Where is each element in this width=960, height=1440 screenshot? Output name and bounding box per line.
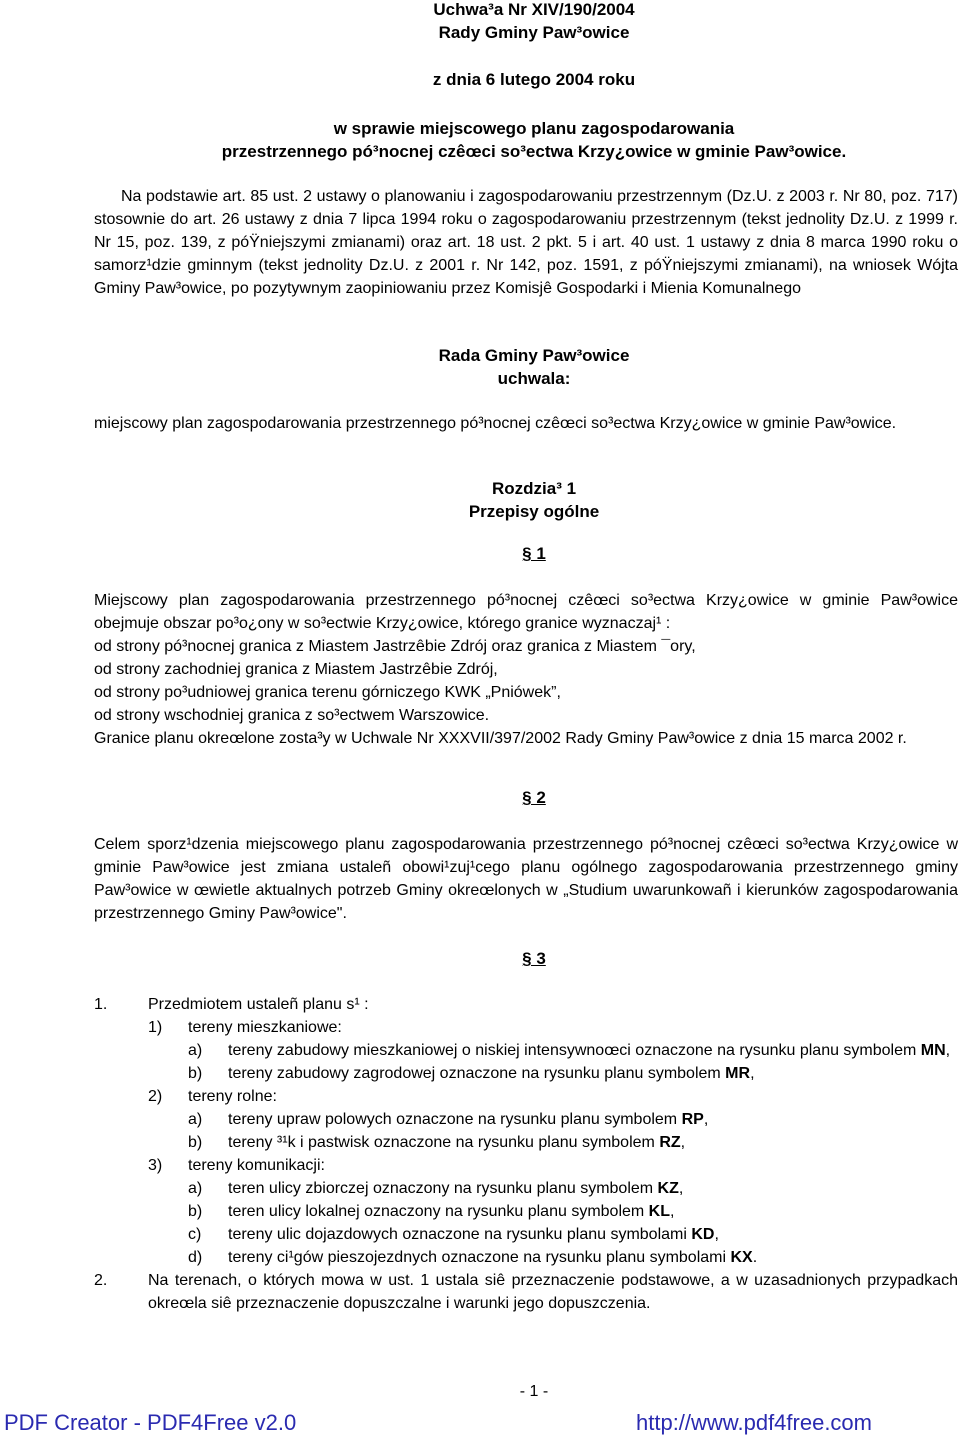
boundary-south: od strony po³udniowej granica terenu górniczego KWK „Pniówek”, [94, 684, 561, 701]
footer-creator-link[interactable]: PDF Creator - PDF4Free v2.0 [4, 1410, 297, 1435]
preamble-text: Na podstawie art. 85 ust. 2 ustawy o planowaniu i zagospodarowaniu przestrzennym (Dz.U. z 2003 r. Nr 80, poz. 717) stosownie do art. 26 ustawy z dnia 7 lipca 1994 roku o zagospodarowaniu przestrzennym (tekst jednolity Dz.U. z 1999 r. Nr 15, poz. 139, z póŸniejszymi zmianami) oraz art. 18 ust. 2 pkt. 5 i art. 40 ust. 1 ustawy z dnia 8 marca 1990 roku o samorz¹dzie gminnym (tekst jednolity Dz.U. z 2001 r. Nr 142, poz. 1591, z póŸniejszymi zmianami), na wniosek Wójta Gminy Paw³owice, po pozytywnym zaopiniowaniu przez Komisjê Gospodarki i Mienia Komunalnego [94, 188, 958, 297]
resolution-subject-line1: w sprawie miejscowego planu zagospodarowania [333, 119, 735, 138]
list-item: b) teren ulicy lokalnej oznaczony na rysunku planu symbolem KL, [188, 1203, 675, 1220]
list-item: 2) tereny rolne: [148, 1088, 277, 1105]
list-item: b) tereny zabudowy zagrodowej oznaczone na rysunku planu symbolem MR, [188, 1065, 755, 1082]
chapter-heading [94, 477, 960, 523]
list-item: d) tereny ci¹gów pieszojezdnych oznaczone na rysunku planu symbolami KX. [188, 1249, 758, 1266]
section-2-body: Celem sporz¹dzenia miejscowego planu zagospodarowania przestrzennego pó³nocnej czêœci so³ectwa Krzy¿owice w gminie Paw³owice jest zmiana ustaleñ obowi¹zuj¹cego planu ogólnego zagospodarowania przestrzennego gminy Paw³owice w œwietle aktualnych potrzeb Gminy okreœlonych w „Studium uwarunkowañ i kierunków zagospodarowania przestrzennego Gminy Paw³owice". [94, 836, 958, 922]
preamble [94, 185, 958, 300]
list-item: 2. Na terenach, o których mowa w ust. 1 ustala siê przeznaczenie podstawowe, a w uzasadnionych przypadkach okreœla siê przeznaczenie dopuszczalne i warunki jego dopuszczenia. [94, 1272, 958, 1312]
resolution-subject-line2: przestrzennego pó³nocnej czêœci so³ectwa Krzy¿owice w gminie Paw³owice. [221, 142, 847, 161]
decides-text: miejscowy plan zagospodarowania przestrzennego pó³nocnej czêœci so³ectwa Krzy¿owice w gminie Paw³owice. [94, 415, 897, 432]
list-item: 3) tereny komunikacji: [148, 1157, 325, 1174]
council-heading: Rada Gminy Paw³owice [438, 346, 630, 365]
council-decides [94, 344, 960, 390]
footer-website-link[interactable]: http://www.pdf4free.com [636, 1410, 872, 1435]
list-item: 1) tereny mieszkaniowe: [148, 1019, 342, 1036]
chapter-title: Przepisy ogólne [468, 502, 600, 521]
section-2-heading: § 2 [522, 788, 546, 807]
resolution-date: z dnia 6 lutego 2004 roku [432, 70, 636, 89]
section-1-body [94, 589, 958, 750]
section-1-intro: Miejscowy plan zagospodarowania przestrzennego pó³nocnej czêœci so³ectwa Krzy¿owice w gminie Paw³owice obejmuje obszar po³o¿ony w so³ectwie Krzy¿owice, którego granice wyznaczaj¹ : [94, 592, 958, 632]
boundary-north: od strony pó³nocnej granica z Miastem Jastrzêbie Zdrój oraz granica z Miastem ¯ory, [94, 638, 696, 655]
list-item: 1. Przedmiotem ustaleñ planu s¹ : [94, 996, 369, 1013]
list-item: a) tereny zabudowy mieszkaniowej o niskiej intensywnoœci oznaczone na rysunku planu symbolem MN, [188, 1042, 951, 1059]
resolution-title: Uchwa³a Nr XIV/190/2004 [433, 0, 635, 19]
document-page [94, 0, 958, 1440]
list-item: c) tereny ulic dojazdowych oznaczone na rysunku planu symbolami KD, [188, 1226, 719, 1243]
page-number: - 1 - [519, 1383, 549, 1400]
decides-heading: uchwala: [497, 369, 571, 388]
list-item: a) teren ulicy zbiorczej oznaczony na rysunku planu symbolem KZ, [188, 1180, 684, 1197]
section-1-closing: Granice planu okreœlone zosta³y w Uchwale Nr XXXVII/397/2002 Rady Gminy Paw³owice z dnia 15 marca 2002 r. [94, 730, 907, 747]
section-1-heading: § 1 [522, 544, 546, 563]
list-item: b) tereny ³¹k i pastwisk oznaczone na rysunku planu symbolem RZ, [188, 1134, 686, 1151]
boundary-east: od strony wschodniej granica z so³ectwem Warszowice. [94, 707, 490, 724]
list-item: a) tereny upraw polowych oznaczone na rysunku planu symbolem RP, [188, 1111, 709, 1128]
section-3-heading: § 3 [522, 949, 546, 968]
section-3-list [94, 993, 958, 1315]
council-name: Rady Gminy Paw³owice [438, 23, 630, 42]
chapter-number: Rozdzia³ 1 [491, 479, 577, 498]
boundary-west: od strony zachodniej granica z Miastem Jastrzêbie Zdrój, [94, 661, 498, 678]
